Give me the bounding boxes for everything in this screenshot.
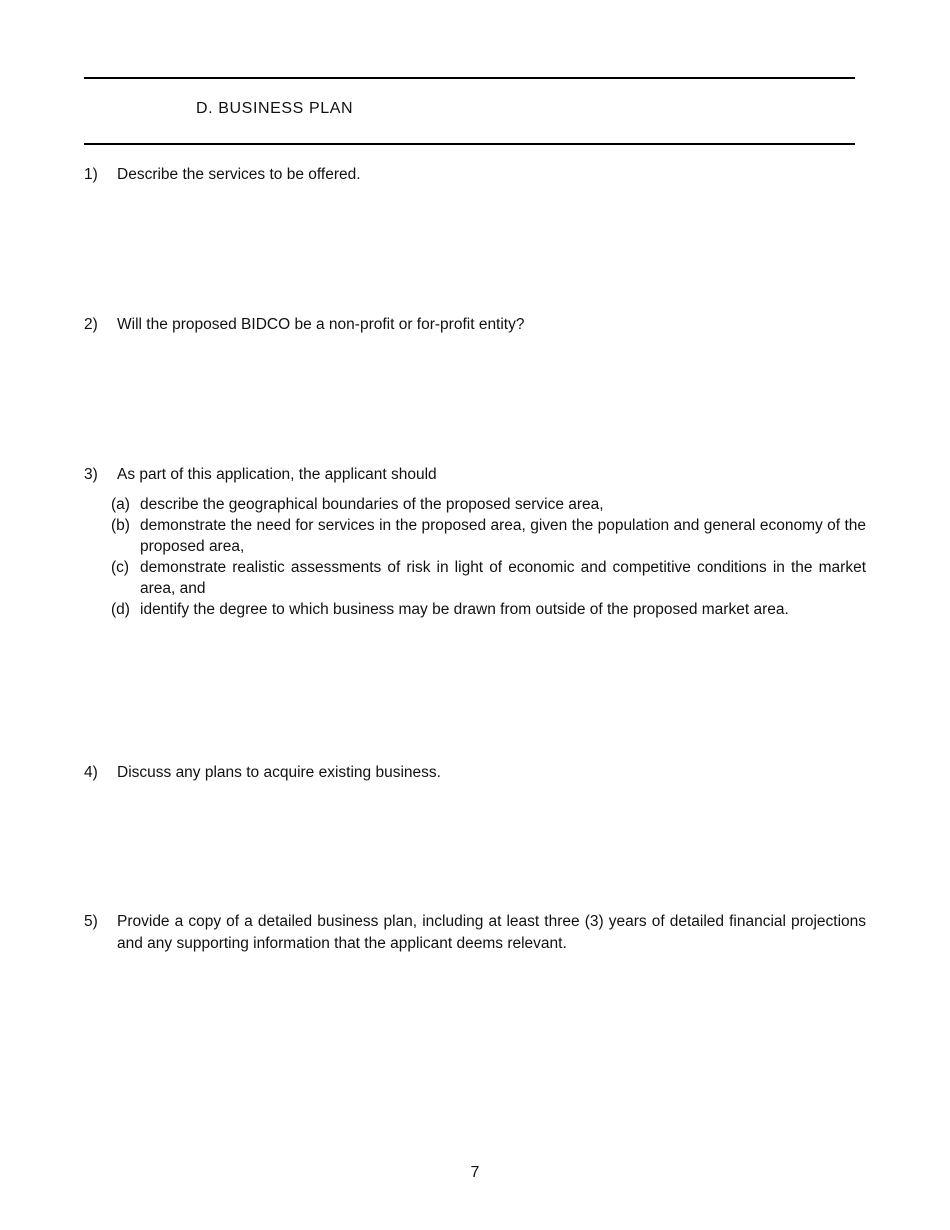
- question-text: Discuss any plans to acquire existing business.: [117, 764, 441, 781]
- question-1: [84, 164, 866, 186]
- question-5: [84, 911, 866, 955]
- question-text: Provide a copy of a detailed business plan, including at least three (3) years of detailed financial projections and any supporting information that the applicant deems relevant.: [117, 913, 866, 952]
- requirement-text: identify the degree to which business may be drawn from outside of the proposed market area.: [140, 601, 789, 618]
- question-number: 5): [84, 913, 98, 930]
- section-title: D. BUSINESS PLAN: [196, 100, 354, 117]
- requirement-item: [111, 494, 866, 515]
- question-number: 4): [84, 764, 98, 781]
- question-number: 3): [84, 466, 98, 483]
- requirement-marker: (d): [111, 601, 130, 618]
- question-text: Describe the services to be offered.: [117, 166, 361, 183]
- header-top-rule: [84, 77, 855, 79]
- requirement-item: [111, 515, 866, 557]
- question-2: [84, 314, 866, 336]
- question-number: 1): [84, 166, 98, 183]
- requirement-marker: (b): [111, 517, 130, 534]
- question-text: As part of this application, the applicant should: [117, 466, 437, 483]
- requirement-marker: (c): [111, 559, 130, 576]
- requirement-text: demonstrate the need for services in the proposed area, given the population and general economy of the proposed area,: [140, 517, 866, 555]
- question-number: 2): [84, 316, 98, 333]
- page-number: 7: [470, 1164, 480, 1181]
- question-text: Will the proposed BIDCO be a non-profit or for-profit entity?: [117, 316, 525, 333]
- requirement-item: [111, 599, 866, 620]
- question-4: [84, 762, 866, 784]
- requirement-marker: (a): [111, 496, 130, 513]
- header-bottom-rule: [84, 143, 855, 145]
- requirement-list: [111, 494, 866, 620]
- requirement-item: [111, 557, 866, 599]
- requirement-text: demonstrate realistic assessments of risk in light of economic and competitive conditions in the market area, and: [140, 559, 866, 597]
- question-3: [84, 464, 866, 620]
- requirement-text: describe the geographical boundaries of the proposed service area,: [140, 496, 604, 513]
